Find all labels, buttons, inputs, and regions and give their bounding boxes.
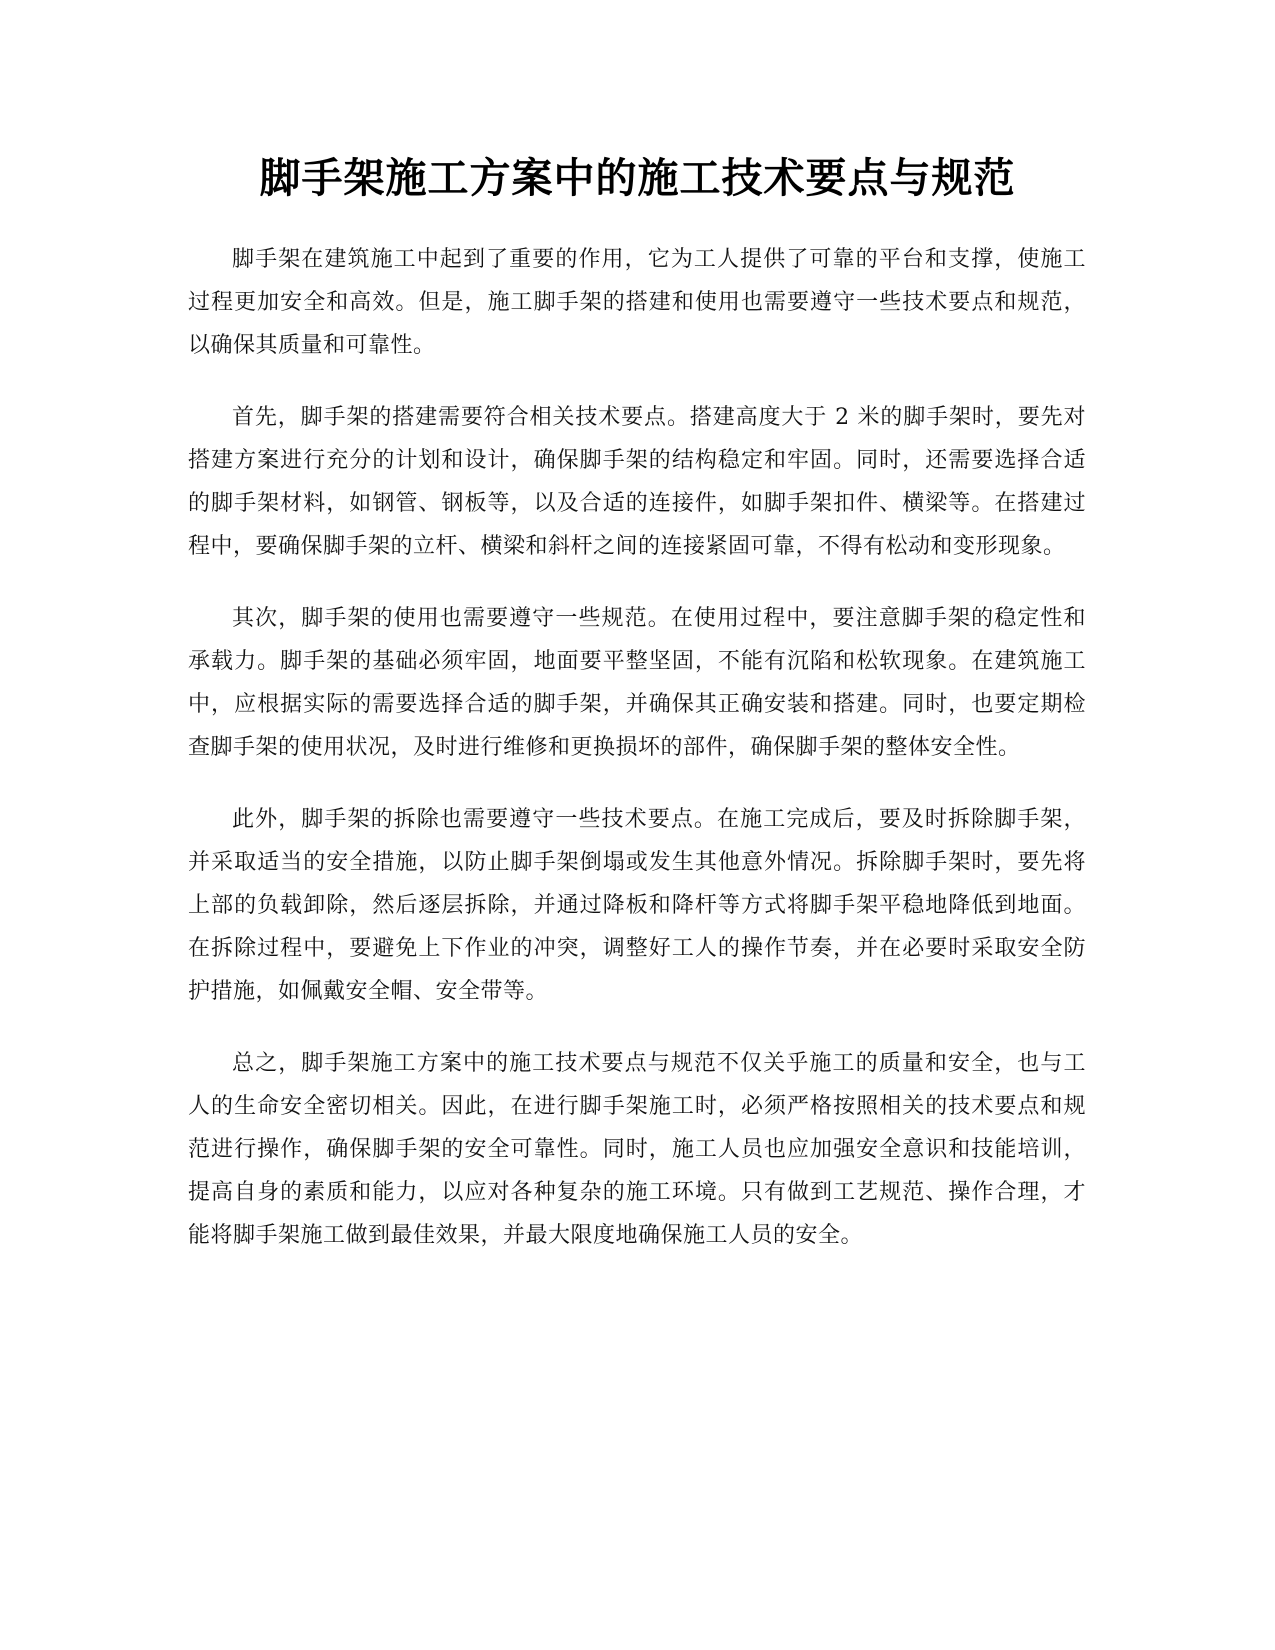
paragraph-usage: 其次，脚手架的使用也需要遵守一些规范。在使用过程中，要注意脚手架的稳定性和承载力。脚手架的基础必须牢固，地面要平整坚固，不能有沉陷和松软现象。在建筑施工中，应根据实际的需要选择合适的脚手架，并确保其正确安装和搭建。同时，也要定期检查脚手架的使用状况，及时进行维修和更换损坏的部件，确保脚手架的整体安全性。: [188, 606, 1086, 760]
paragraph-conclusion: 总之，脚手架施工方案中的施工技术要点与规范不仅关乎施工的质量和安全，也与工人的生命安全密切相关。因此，在进行脚手架施工时，必须严格按照相关的技术要点和规范进行操作，确保脚手架的安全可靠性。同时，施工人员也应加强安全意识和技能培训，提高自身的素质和能力，以应对各种复杂的施工环境。只有做到工艺规范、操作合理，才能将脚手架施工做到最佳效果，并最大限度地确保施工人员的安全。: [188, 1051, 1086, 1248]
paragraph-intro: 脚手架在建筑施工中起到了重要的作用，它为工人提供了可靠的平台和支撑，使施工过程更加安全和高效。但是，施工脚手架的搭建和使用也需要遵守一些技术要点和规范，以确保其质量和可靠性。: [188, 247, 1086, 358]
paragraph-construction: 首先，脚手架的搭建需要符合相关技术要点。搭建高度大于 2 米的脚手架时，要先对搭建方案进行充分的计划和设计，确保脚手架的结构稳定和牢固。同时，还需要选择合适的脚手架材料，如钢管、钢板等，以及合适的连接件，如脚手架扣件、横梁等。在搭建过程中，要确保脚手架的立杆、横梁和斜杆之间的连接紧固可靠，不得有松动和变形现象。: [188, 405, 1086, 559]
document-body: [188, 238, 1086, 1286]
paragraph-dismantling: 此外，脚手架的拆除也需要遵守一些技术要点。在施工完成后，要及时拆除脚手架，并采取适当的安全措施，以防止脚手架倒塌或发生其他意外情况。拆除脚手架时，要先将上部的负载卸除，然后逐层拆除，并通过降板和降杆等方式将脚手架平稳地降低到地面。在拆除过程中，要避免上下作业的冲突，调整好工人的操作节奏，并在必要时采取安全防护措施，如佩戴安全帽、安全带等。: [188, 807, 1086, 1004]
document-title: 脚手架施工方案中的施工技术要点与规范: [259, 154, 1016, 202]
